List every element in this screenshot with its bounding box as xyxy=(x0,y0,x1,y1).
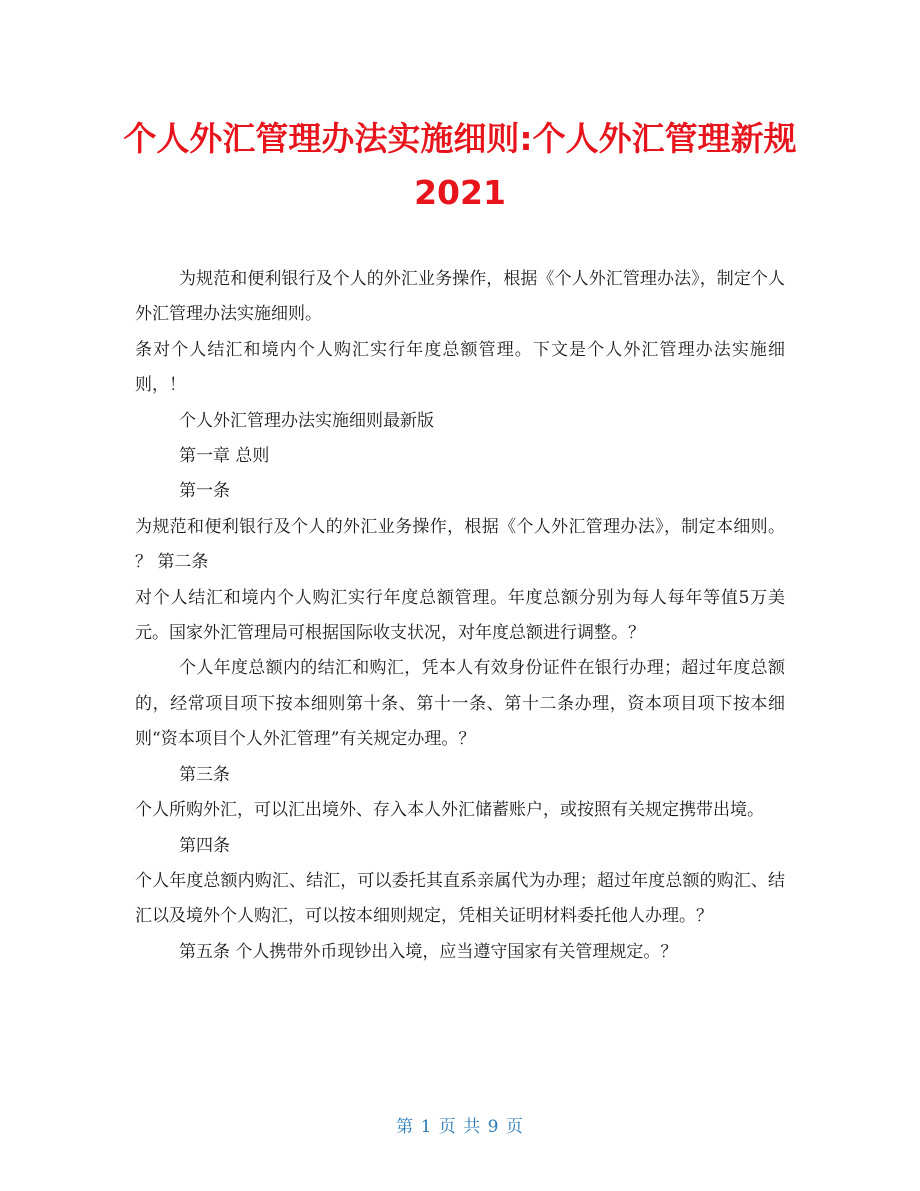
article-heading-1: 第一条 xyxy=(179,481,230,502)
paragraph-subtitle: 个人外汇管理办法实施细则最新版 xyxy=(179,410,434,431)
chapter-heading: 第一章 总则 xyxy=(179,446,270,467)
article-4-text: 个人年度总额内购汇、结汇，可以委托其直系亲属代为办理；超过年度总额的购汇、结汇以及境外个人购汇，可以按本细则规定，凭相关证明材料委托他人办理。？ xyxy=(135,870,785,927)
document-title xyxy=(120,112,800,220)
article-2-text-cont: 个人年度总额内的结汇和购汇，凭本人有效身份证件在银行办理；超过年度总额的，经常项目项下按本细则第十条、第十一条、第十二条办理，资本项目项下按本细则“资本项目个人外汇管理”有关规定办理。？ xyxy=(135,658,785,750)
page-indicator: 第 1 页 共 9 页 xyxy=(396,1117,524,1137)
article-heading-3: 第三条 xyxy=(179,764,230,785)
paragraph-summary: 条对个人结汇和境内个人购汇实行年度总额管理。下文是个人外汇管理办法实施细则，！ xyxy=(135,339,785,396)
article-1-text: 为规范和便利银行及个人的外汇业务操作，根据《个人外汇管理办法》，制定本细则。 ？ 第二条 xyxy=(135,516,785,573)
title-line-1: 个人外汇管理办法实施细则:个人外汇管理新规 xyxy=(123,119,797,158)
article-heading-4: 第四条 xyxy=(179,835,230,856)
title-line-2: 2021 xyxy=(414,173,506,212)
article-3-text: 个人所购外汇，可以汇出境外、存入本人外汇储蓄账户，或按照有关规定携带出境。 xyxy=(135,800,764,821)
document-body xyxy=(135,262,785,970)
paragraph-intro: 为规范和便利银行及个人的外汇业务操作，根据《个人外汇管理办法》，制定个人外汇管理办法实施细则。 xyxy=(135,269,785,325)
article-5-text: 第五条 个人携带外币现钞出入境，应当遵守国家有关管理规定。？ xyxy=(179,941,678,962)
article-2-text: 对个人结汇和境内个人购汇实行年度总额管理。年度总额分别为每人每年等值5万美元。国家外汇管理局可根据国际收支状况，对年度总额进行调整。？ xyxy=(135,587,785,644)
